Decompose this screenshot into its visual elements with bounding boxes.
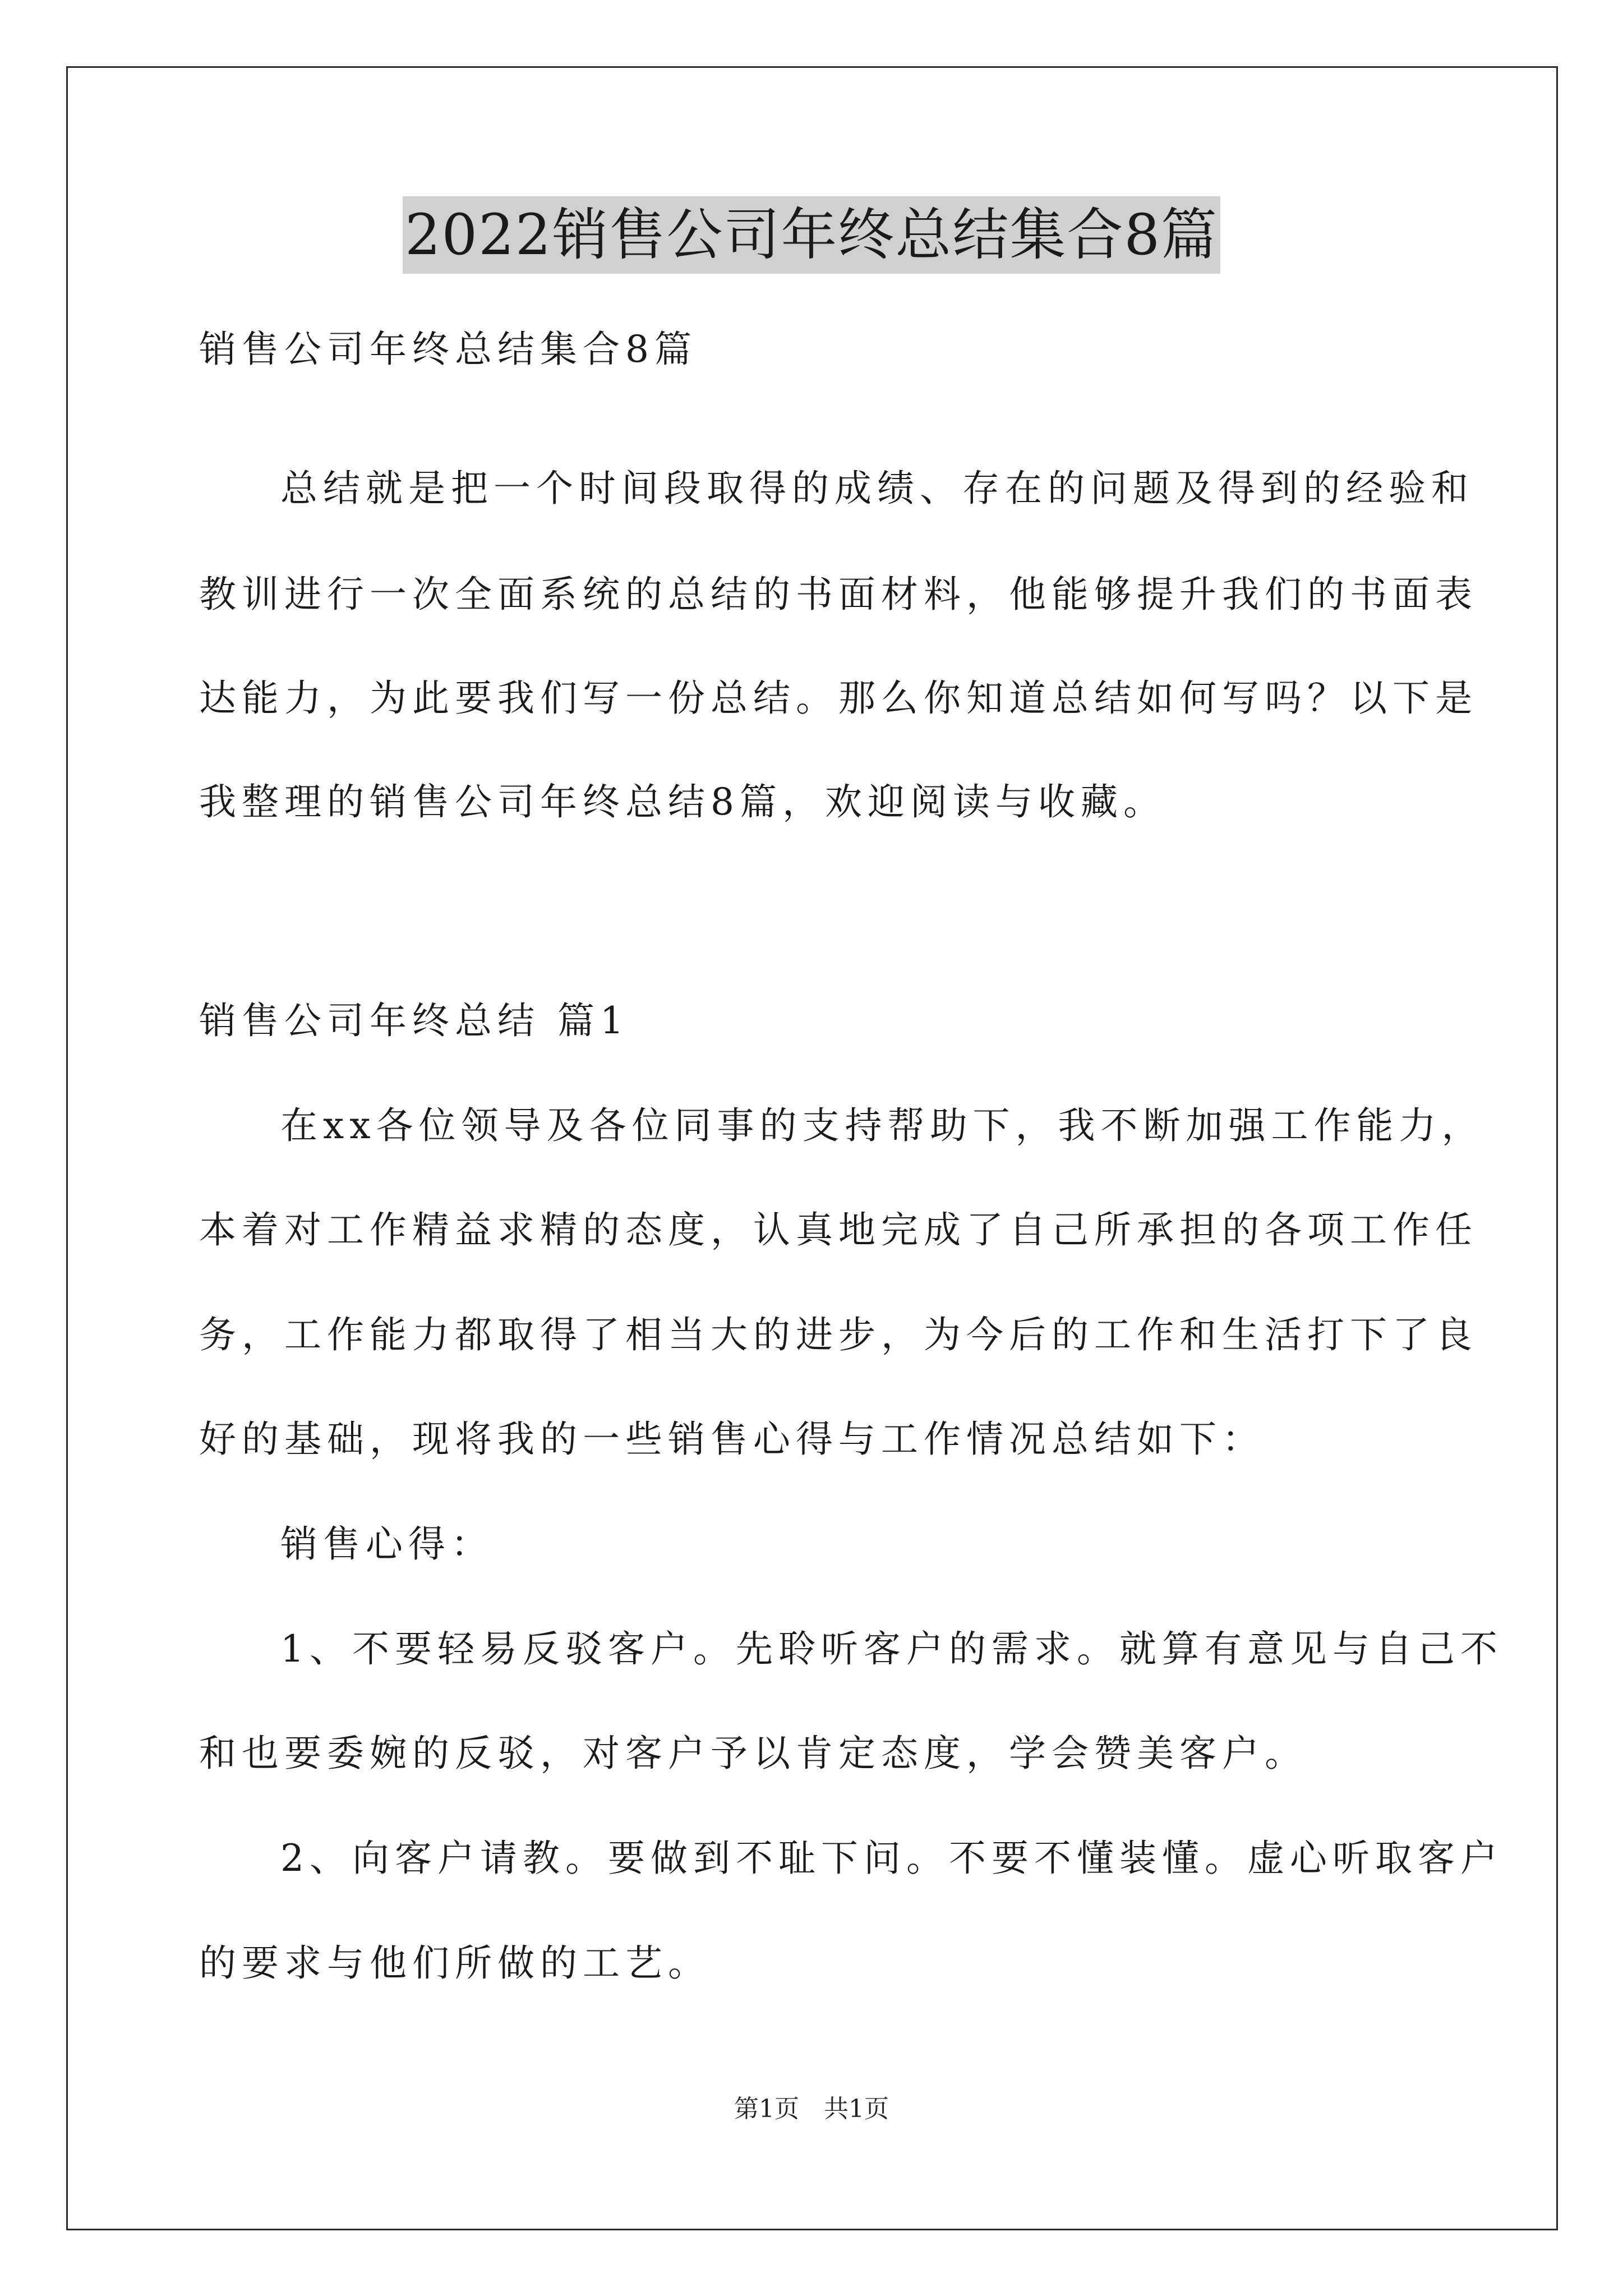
intro-line-4: 我整理的销售公司年终总结8篇，欢迎阅读与收藏。 <box>199 780 1166 823</box>
item-1-line-1: 1、不要轻易反驳客户。先聆听客户的需求。就算有意见与自己不 <box>280 1627 1503 1671</box>
section-line-4: 好的基础，现将我的一些销售心得与工作情况总结如下： <box>199 1418 1265 1461</box>
page-number: 第1页 共1页 <box>734 2095 889 2123</box>
title-container <box>0 196 1623 274</box>
document-title: 2022销售公司年终总结集合8篇 <box>403 196 1220 274</box>
section-heading: 销售公司年终总结 篇1 <box>199 999 629 1042</box>
item-1-line-2: 和也要委婉的反驳，对客户予以肯定态度，学会赞美客户。 <box>199 1732 1307 1775</box>
section-line-2: 本着对工作精益求精的态度，认真地完成了自己所承担的各项工作任 <box>199 1208 1478 1251</box>
item-2-line-1: 2、向客户请教。要做到不耻下问。不要不懂装懂。虚心听取客户 <box>280 1837 1503 1880</box>
sales-tips-heading: 销售心得： <box>280 1522 494 1566</box>
document-subtitle: 销售公司年终总结集合8篇 <box>199 328 697 371</box>
intro-line-1: 总结就是把一个时间段取得的成绩、存在的问题及得到的经验和 <box>280 467 1474 510</box>
section-line-1: 在xx各位领导及各位同事的支持帮助下，我不断加强工作能力， <box>280 1104 1484 1147</box>
intro-line-3: 达能力，为此要我们写一份总结。那么你知道总结如何写吗？以下是 <box>199 677 1478 720</box>
intro-line-2: 教训进行一次全面系统的总结的书面材料，他能够提升我们的书面表 <box>199 573 1478 616</box>
item-2-line-2: 的要求与他们所做的工艺。 <box>199 1941 711 1985</box>
section-line-3: 务，工作能力都取得了相当大的进步，为今后的工作和生活打下了良 <box>199 1313 1478 1356</box>
